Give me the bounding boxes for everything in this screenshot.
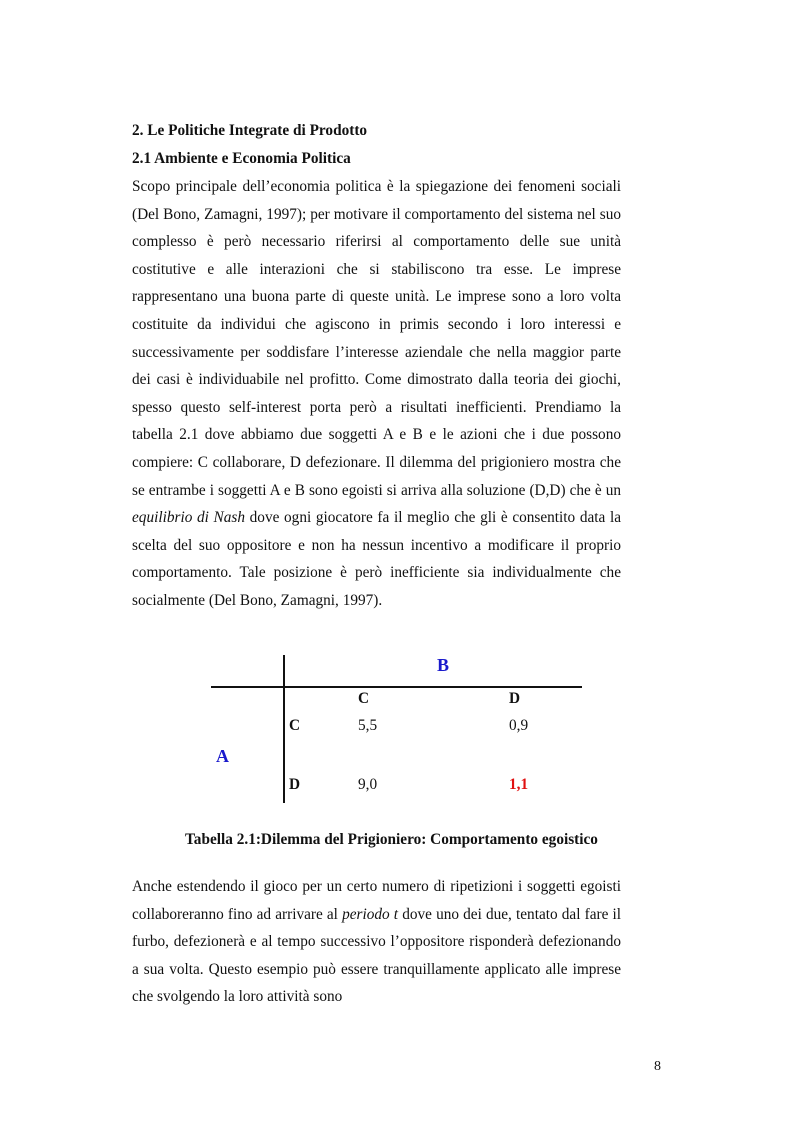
paragraph-2-text-b: dove uno dei due, tentato dal fare il furbo, defezionerà e al tempo successivo l’oppositore risponderà defezionando a sua volta. Questo esempio può essere tranquillamente applicato alle imprese che svolgendo la loro attività sono: [132, 905, 621, 1006]
paragraph-2: [132, 873, 621, 1011]
row-label-d: D: [289, 776, 301, 793]
table-caption: Tabella 2.1:Dilemma del Prigioniero: Comportamento egoistico: [185, 831, 598, 848]
cell-dd-nash-equilibrium: 1,1: [509, 776, 529, 793]
player-a-label: A: [216, 746, 229, 766]
paragraph-1-text-b: dove ogni giocatore fa il meglio che gli è consentito data la scelta del suo oppositore e non ha nessun incentivo a modificare il proprio comportamento. Tale posizione è però inefficiente sia individualmente che socialmente (Del Bono, Zamagni, 1997).: [132, 509, 621, 609]
main-text-continued: [132, 873, 621, 1011]
main-text: [132, 117, 621, 615]
paragraph-2-emphasis: periodo t: [342, 905, 399, 923]
cell-dc: 9,0: [358, 776, 378, 793]
cell-cc: 5,5: [358, 717, 378, 734]
player-b-label: B: [437, 655, 450, 675]
cell-cd: 0,9: [509, 717, 529, 734]
column-label-d: D: [509, 690, 521, 707]
matrix-vertical-rule: [283, 655, 285, 803]
page-number: 8: [654, 1059, 661, 1074]
section-heading: 2. Le Politiche Integrate di Prodotto: [132, 122, 368, 139]
paragraph-2-text-a: Anche estendendo il gioco per un certo numero di ripetizioni i soggetti egoisti collaboreranno fino ad arrivare al: [132, 878, 621, 923]
matrix-horizontal-rule: [211, 686, 582, 688]
paragraph-1: [132, 173, 621, 615]
row-label-c: C: [289, 717, 301, 734]
subsection-heading: 2.1 Ambiente e Economia Politica: [132, 150, 351, 167]
column-label-c: C: [358, 690, 370, 707]
paragraph-1-text-a: Scopo principale dell’economia politica è la spiegazione dei fenomeni sociali (Del Bono, Zamagni, 1997); per motivare il comportamento del sistema nel suo complesso è però necessario riferirsi al comportamento delle sue unità costitutive e alle interazioni che si stabiliscono tra esse. Le imprese rappresentano una buona parte di queste unità. Le imprese sono a loro volta costituite da individui che agiscono in primis secondo i loro interessi e successivamente per soddisfare l’interesse aziendale che nella maggior parte dei casi è individuabile nel profitto. Come dimostrato dalla teoria dei giochi, spesso questo self-interest porta però a risultati inefficienti. Prendiamo la tabella 2.1 dove abbiamo due soggetti A e B e le azioni che i due possono compiere: C collaborare, D defezionare. Il dilemma del prigioniero mostra che se entrambe i soggetti A e B sono egoisti si arriva alla soluzione (D,D) che è un: [132, 178, 621, 499]
paragraph-1-emphasis: equilibrio di Nash: [132, 509, 245, 527]
